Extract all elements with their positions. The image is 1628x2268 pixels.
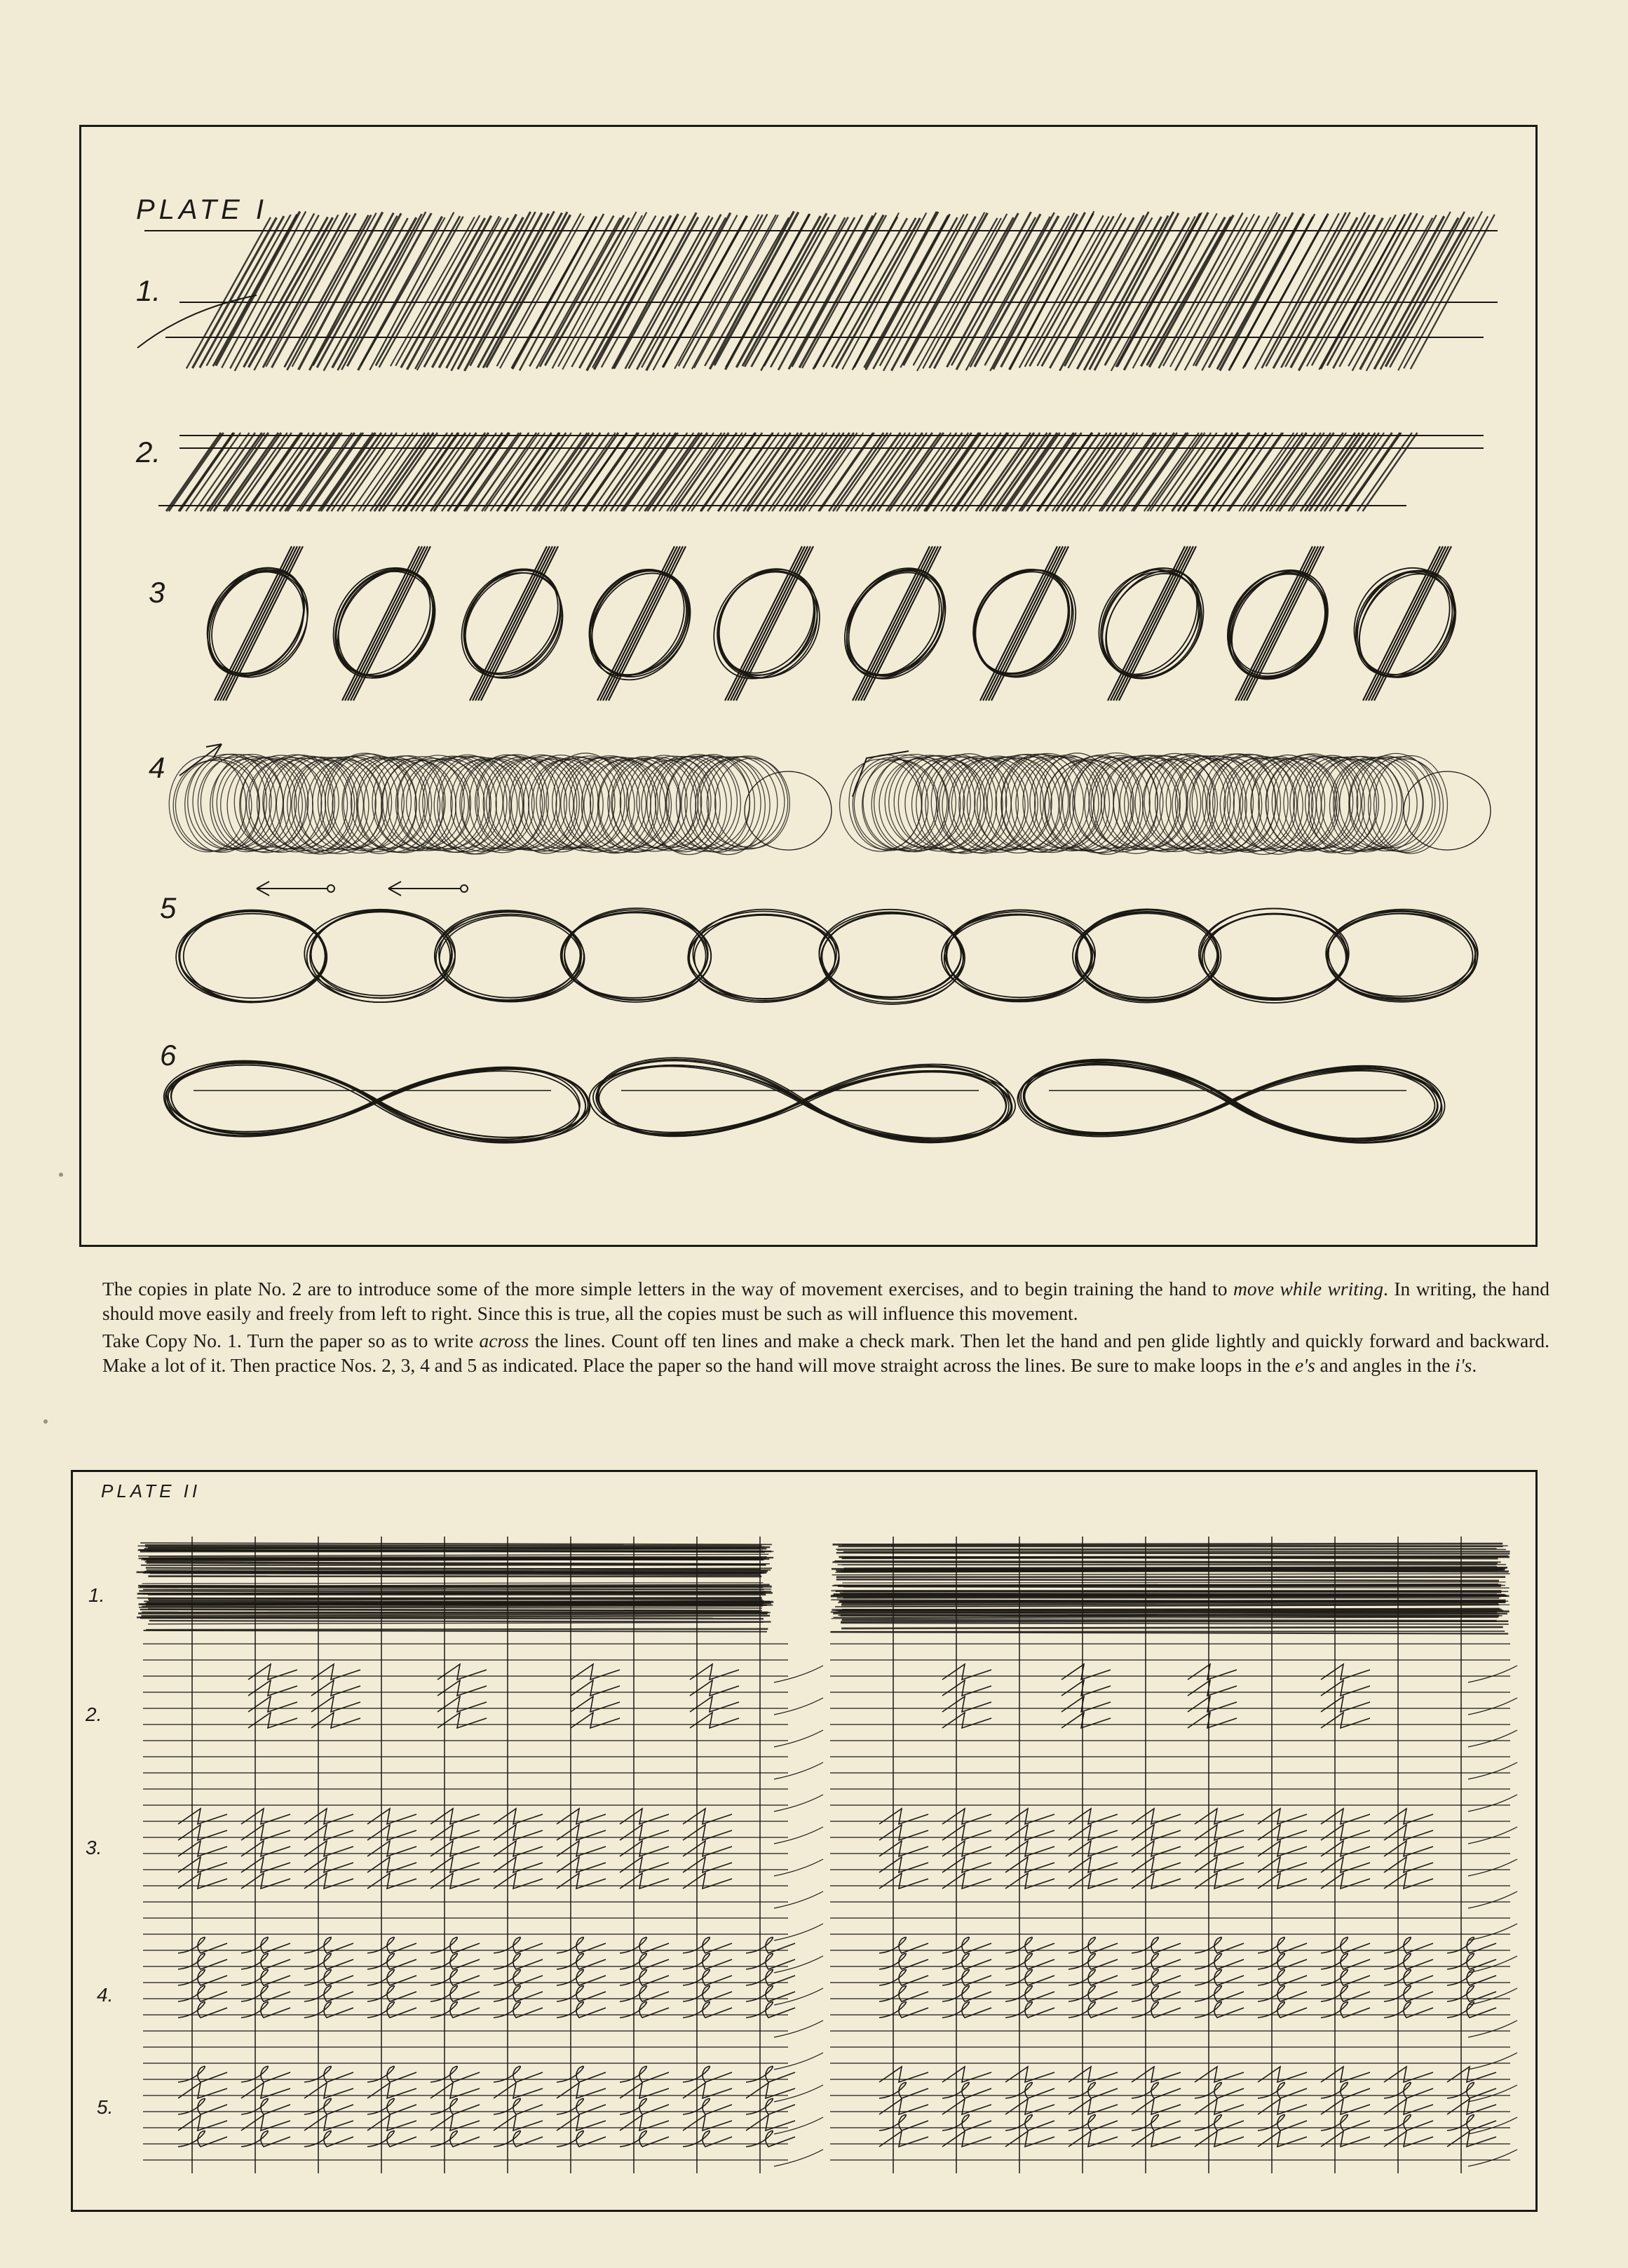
paper-speck: [59, 1173, 63, 1177]
p2-italic-es: e's: [1295, 1354, 1315, 1376]
exercise-6-figure-eights: [164, 1058, 1445, 1143]
plate-two-exercise-1: 1.: [88, 1584, 105, 1606]
p2-text-c: and angles in the: [1315, 1354, 1456, 1376]
exercise-number-5: 5: [160, 891, 177, 924]
exercise-4-oval-coils: [169, 744, 1491, 855]
p1-italic: move while writing: [1233, 1278, 1383, 1300]
plate-two-ruled-grid: [143, 1537, 1510, 2173]
plate-two-exercise-1-strokes: [137, 1543, 1510, 1633]
plate-two-exercise-4: 4.: [97, 1984, 114, 2006]
exercise-1-slant-strokes: [137, 211, 1498, 371]
plate-two-exercise-2: 2.: [86, 1703, 102, 1725]
plate-one-title: PLATE I: [136, 194, 268, 225]
instruction-text: [102, 1276, 1549, 1380]
p2-text-a: Take Copy No. 1. Turn the paper so as to write: [102, 1330, 480, 1351]
p2-italic-is: i's: [1455, 1354, 1472, 1376]
plate-two-panel: [71, 1470, 1538, 2212]
paragraph-plate-two-intro: [102, 1276, 1549, 1325]
exercise-5-oval-chain: [176, 882, 1478, 1004]
exercise-3-slanted-ovals: [186, 546, 1476, 701]
exercise-number-3: 3: [149, 576, 165, 609]
plate-two-drawing: [73, 1472, 1535, 2210]
plate-two-exercise-5: 5.: [97, 2096, 114, 2118]
exercise-number-6: 6: [160, 1039, 177, 1072]
plate-two-exercise-3: 3.: [86, 1837, 102, 1858]
p2-text-d: .: [1472, 1354, 1477, 1376]
plate-one-drawing: [81, 127, 1535, 1245]
exercise-number-1: 1.: [136, 274, 161, 307]
plate-two-letter-forms: [178, 1664, 1496, 2147]
exercise-number-4: 4: [149, 751, 165, 784]
p1-text-a: The copies in plate No. 2 are to introduce some of the more simple letters in the way of movement exercises, and to begin training the hand to: [102, 1278, 1233, 1300]
p2-text-b: the lines. Count off ten lines and make a check mark. Then let the hand and pen glide lightly and quickly forward and backward. Make a lot of it. Then practice Nos. 2, 3, 4 and 5 as indicated. Place the paper so the hand will move straight across the lines. Be sure to make loops in the: [102, 1330, 1549, 1376]
plate-one-panel: [79, 125, 1538, 1247]
p1-text-b: . In writing, the hand should move easily and freely from left to right. Since this is true, all the copies must be such as will influence this movement.: [102, 1278, 1549, 1324]
paper-speck: [43, 1419, 48, 1424]
plate-two-title: PLATE II: [101, 1480, 201, 1501]
exercise-number-2: 2.: [136, 436, 161, 468]
exercise-2-slant-strokes: [158, 433, 1484, 511]
paragraph-copy-one: [102, 1328, 1549, 1377]
p2-italic-across: across: [479, 1330, 529, 1351]
